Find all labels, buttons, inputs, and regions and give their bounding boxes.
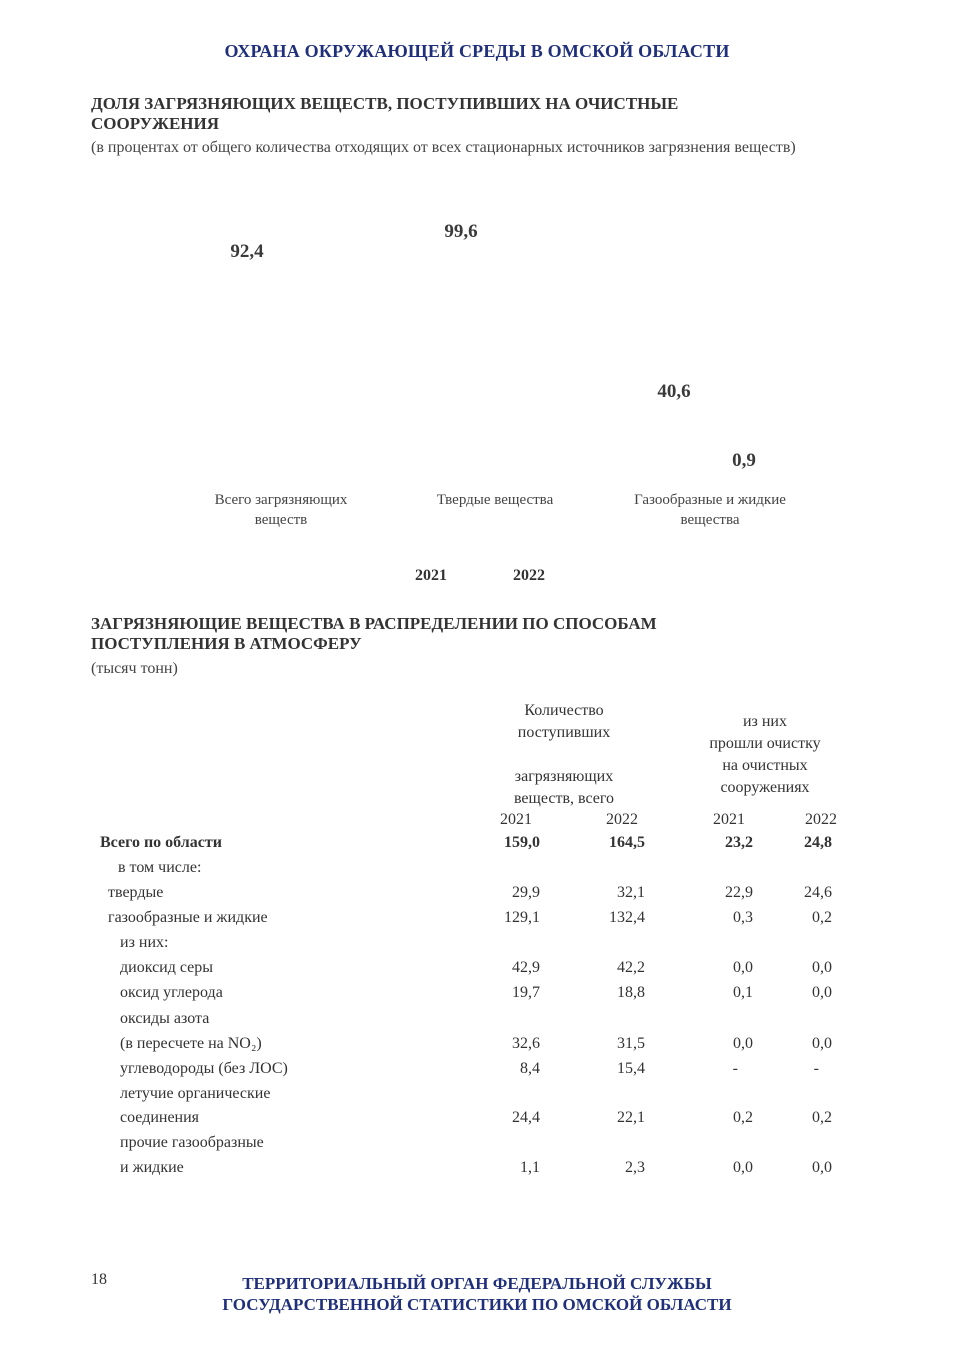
category-label: Газообразные и жидкие вещества <box>634 492 786 528</box>
table-header-total <box>474 700 654 810</box>
cell-value: 22,1 <box>617 1109 645 1126</box>
cell-value: 29,9 <box>512 884 540 901</box>
legend-item-2021: 2021 <box>415 567 447 584</box>
header-line: из них <box>742 713 787 730</box>
row-label: твердые <box>108 884 164 901</box>
table-row <box>0 984 954 1006</box>
cell-value: 129,1 <box>504 909 540 926</box>
cell-value: 0,1 <box>733 984 753 1001</box>
data-label: 92,4 <box>230 241 264 262</box>
footer-organization <box>0 1273 954 1315</box>
table-row <box>0 1035 954 1057</box>
table-row <box>0 1134 954 1156</box>
cell-value: 23,2 <box>725 834 753 851</box>
cell-value: 159,0 <box>504 834 540 851</box>
cell-value: 0,0 <box>812 1035 832 1052</box>
year-header: 2021 <box>713 811 745 828</box>
table-row <box>0 1109 954 1131</box>
cell-value: 0,0 <box>812 1159 832 1176</box>
legend-item-2022: 2022 <box>513 567 545 584</box>
cell-value: 22,9 <box>725 884 753 901</box>
cell-value: - <box>732 1060 738 1077</box>
cell-value: 0,2 <box>733 1109 753 1126</box>
cell-value: 0,0 <box>733 1159 753 1176</box>
table-header-cleaned <box>680 711 850 799</box>
cell-value: 164,5 <box>609 834 645 851</box>
row-label: соединения <box>120 1109 200 1126</box>
table-row <box>0 884 954 906</box>
row-label: газообразные и жидкие <box>108 909 268 926</box>
table-row <box>0 859 954 881</box>
data-label: 0,9 <box>732 450 756 471</box>
footer-org-line: ТЕРРИТОРИАЛЬНЫЙ ОРГАН ФЕДЕРАЛЬНОЙ СЛУЖБЫ <box>242 1274 712 1293</box>
cell-value: 0,0 <box>812 959 832 976</box>
cell-value: 18,8 <box>617 984 645 1001</box>
table-row <box>0 1060 954 1082</box>
cell-value: 24,6 <box>804 884 832 901</box>
page-number: 18 <box>91 1271 107 1288</box>
cell-value: 0,0 <box>733 1035 753 1052</box>
table-row <box>0 934 954 956</box>
header-line: Количество <box>524 702 604 719</box>
category-label: Твердые вещества <box>436 492 554 508</box>
cell-value: 32,6 <box>512 1035 540 1052</box>
cell-value: 24,4 <box>512 1109 540 1126</box>
row-label: оксид углерода <box>120 984 223 1001</box>
row-label: оксиды азота <box>120 1010 210 1027</box>
page-header-title: ОХРАНА ОКРУЖАЮЩЕЙ СРЕДЫ В ОМСКОЙ ОБЛАСТИ <box>224 41 730 61</box>
row-label: (в пересчете на NO₂) <box>120 1035 262 1052</box>
section2-subtitle: (тысяч тонн) <box>91 660 178 677</box>
row-label: углеводороды (без ЛОС) <box>120 1060 288 1077</box>
cell-value: 8,4 <box>520 1060 540 1077</box>
cell-value: 0,2 <box>812 909 832 926</box>
cell-value: 32,1 <box>617 884 645 901</box>
row-label: и жидкие <box>120 1159 184 1176</box>
category-label: Всего загрязняющих веществ <box>214 492 348 528</box>
table-row <box>0 834 954 856</box>
row-label: диоксид серы <box>120 959 214 976</box>
cell-value: 42,2 <box>617 959 645 976</box>
year-header: 2022 <box>805 811 837 828</box>
row-label: прочие газообразные <box>120 1134 264 1151</box>
header-line: сооружениях <box>720 779 810 796</box>
cell-value: 0,3 <box>733 909 753 926</box>
header-line: на очистных <box>722 757 808 774</box>
section2-title: ЗАГРЯЗНЯЮЩИЕ ВЕЩЕСТВА В РАСПРЕДЕЛЕНИИ ПО СПОСОБАМ ПОСТУПЛЕНИЯ В АТМОСФЕРУ <box>91 614 657 653</box>
row-label: в том числе: <box>118 859 202 876</box>
header-line: веществ, всего <box>513 790 615 807</box>
cell-value: - <box>813 1060 819 1077</box>
header-line <box>474 744 654 766</box>
cell-value: 2,3 <box>625 1159 645 1176</box>
table-row <box>0 959 954 981</box>
row-label: летучие органические <box>120 1085 271 1102</box>
header-line: прошли очистку <box>709 735 821 752</box>
footer-org-line: ГОСУДАРСТВЕННОЙ СТАТИСТИКИ ПО ОМСКОЙ ОБЛАСТИ <box>222 1295 732 1314</box>
cell-value: 24,8 <box>804 834 832 851</box>
cell-value: 19,7 <box>512 984 540 1001</box>
bar-chart <box>150 210 850 540</box>
row-label: из них: <box>120 934 169 951</box>
section1-title: ДОЛЯ ЗАГРЯЗНЯЮЩИХ ВЕЩЕСТВ, ПОСТУПИВШИХ НА ОЧИСТНЫЕ СООРУЖЕНИЯ <box>91 94 679 133</box>
table-row <box>0 1010 954 1032</box>
cell-value: 1,1 <box>520 1159 540 1176</box>
cell-value: 31,5 <box>617 1035 645 1052</box>
cell-value: 15,4 <box>617 1060 645 1077</box>
year-header: 2022 <box>606 811 638 828</box>
cell-value: 42,9 <box>512 959 540 976</box>
cell-value: 132,4 <box>609 909 645 926</box>
header-line: поступивших <box>517 724 611 741</box>
section1-subtitle: (в процентах от общего количества отходящих от всех стационарных источников загрязнения веществ) <box>91 139 796 156</box>
table-row <box>0 1159 954 1181</box>
table-row <box>0 909 954 931</box>
cell-value: 0,0 <box>733 959 753 976</box>
data-label: 40,6 <box>657 381 691 402</box>
header-line: загрязняющих <box>514 768 614 785</box>
table-row <box>0 1085 954 1107</box>
year-header: 2021 <box>500 811 532 828</box>
row-label: Всего по области <box>100 834 222 851</box>
cell-value: 0,2 <box>812 1109 832 1126</box>
cell-value: 0,0 <box>812 984 832 1001</box>
data-label: 99,6 <box>444 221 478 242</box>
